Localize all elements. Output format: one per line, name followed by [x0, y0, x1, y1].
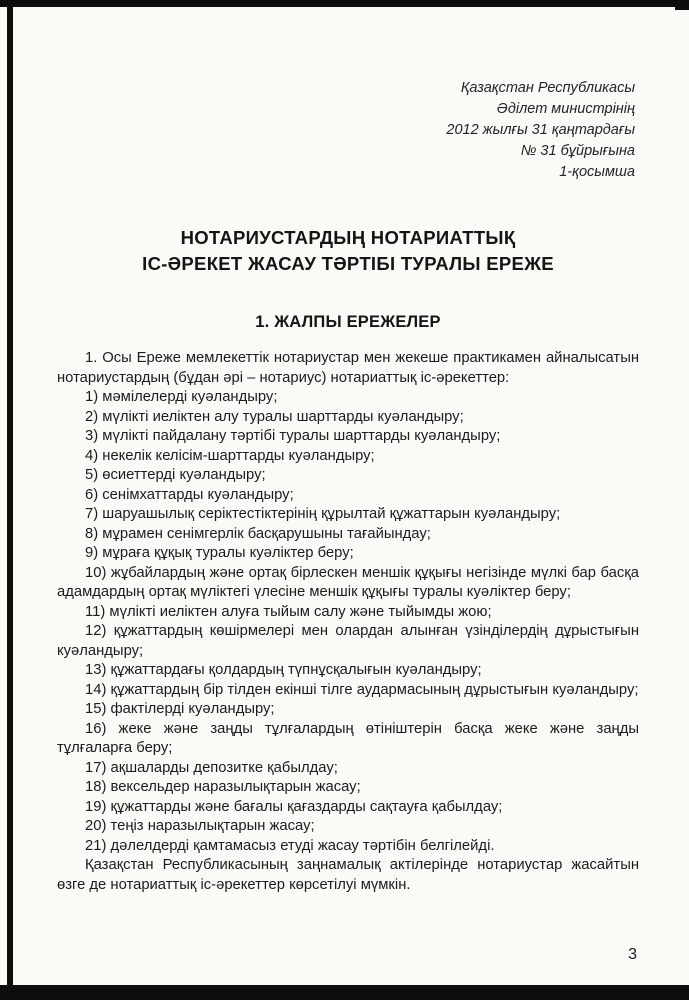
paragraph: 7) шаруашылық серіктестіктерінің құрылтай құжаттарын куәландыру; — [85, 506, 561, 522]
document-title — [57, 225, 639, 277]
scan-edge-top — [0, 0, 689, 7]
paragraph: 15) фактілерді куәландыру; — [85, 701, 275, 717]
paragraph: 17) ақшаларды депозитке қабылдау; — [85, 759, 338, 776]
paragraph: 1. Осы Ереже мемлекеттік нотариустар мен жекеше практикамен айналысатын нотариустардың (бұдан әрі – нотариус) нотариаттық іс-әрекеттер: — [57, 350, 639, 386]
paragraph: 19) құжаттарды және бағалы қағаздарды сақтауға қабылдау; — [85, 798, 503, 815]
paragraph: 6) сенімхаттарды куәландыру; — [85, 486, 294, 503]
document-title-line-2: ІС-ӘРЕКЕТ ЖАСАУ ТӘРТІБІ ТУРАЛЫ ЕРЕЖЕ — [142, 253, 554, 274]
body-paragraphs — [57, 349, 639, 895]
approval-block — [57, 78, 639, 183]
section-heading: 1. ЖАЛПЫ ЕРЕЖЕЛЕР — [255, 313, 441, 331]
paragraph: 2) мүлікті иеліктен алу туралы шарттарды куәландыру; — [85, 408, 464, 425]
paragraph: 5) өсиеттерді куәландыру; — [85, 467, 266, 483]
paragraph: 11) мүлікті иеліктен алуға тыйым салу және тыйымды жою; — [85, 603, 492, 620]
page-content — [57, 78, 639, 895]
paragraph: 8) мұрамен сенімгерлік басқарушыны тағайындау; — [85, 525, 431, 542]
approval-line: 2012 жылғы 31 қаңтардағы — [446, 122, 635, 138]
document-title-line-1: НОТАРИУСТАРДЫҢ НОТАРИАТТЫҚ — [180, 227, 516, 248]
paragraph: 21) дәлелдерді қамтамасыз етуді жасау тәртібін белгілейді. — [85, 837, 495, 854]
paragraph: 1) мәмілелерді куәландыру; — [85, 389, 278, 405]
scan-edge-bottom — [0, 985, 689, 1000]
paragraph: 4) некелік келісім-шарттарды куәландыру; — [85, 447, 375, 464]
scan-edge-top-right — [675, 0, 689, 10]
approval-line: № 31 бұйрығына — [520, 143, 635, 159]
approval-line: 1-қосымша — [559, 164, 635, 180]
approval-line: Қазақстан Республикасы — [460, 80, 635, 96]
paragraph: 10) жұбайлардың және ортақ бірлескен меншік құқығы негізінде мүлкі бар басқа адамдардың ортақ мүліктегі үлесіне меншік құқығы туралы куәліктер беру; — [57, 564, 639, 600]
paragraph: 9) мұраға құқық туралы куәліктер беру; — [85, 545, 354, 561]
scan-edge-left — [7, 0, 13, 1000]
paragraph: 13) құжаттардағы қолдардың түпнұсқалығын куәландыру; — [85, 662, 482, 678]
paragraph: 14) құжаттардың бір тілден екінші тілге аудармасының дұрыстығын куәландыру; — [85, 681, 639, 698]
paragraph: 18) вексельдер наразылықтарын жасау; — [85, 779, 361, 795]
paragraph: Қазақстан Республикасының заңнамалық актілерінде нотариустар жасайтын өзге де нотариаттық іс-әрекеттер көрсетілуі мүмкін. — [57, 857, 639, 893]
paragraph: 3) мүлікті пайдалану тәртібі туралы шарттарды куәландыру; — [85, 428, 501, 444]
approval-line: Әділет министрінің — [496, 101, 635, 117]
paragraph: 20) теңіз наразылықтарын жасау; — [85, 818, 315, 834]
paragraph: 16) жеке және заңды тұлғалардың өтініштерін басқа жеке және заңды тұлғаларға беру; — [57, 720, 639, 756]
page-number: 3 — [628, 946, 637, 963]
paragraph: 12) құжаттардың көшірмелері мен олардан алынған үзінділердің дұрыстығын куәландыру; — [57, 623, 639, 659]
